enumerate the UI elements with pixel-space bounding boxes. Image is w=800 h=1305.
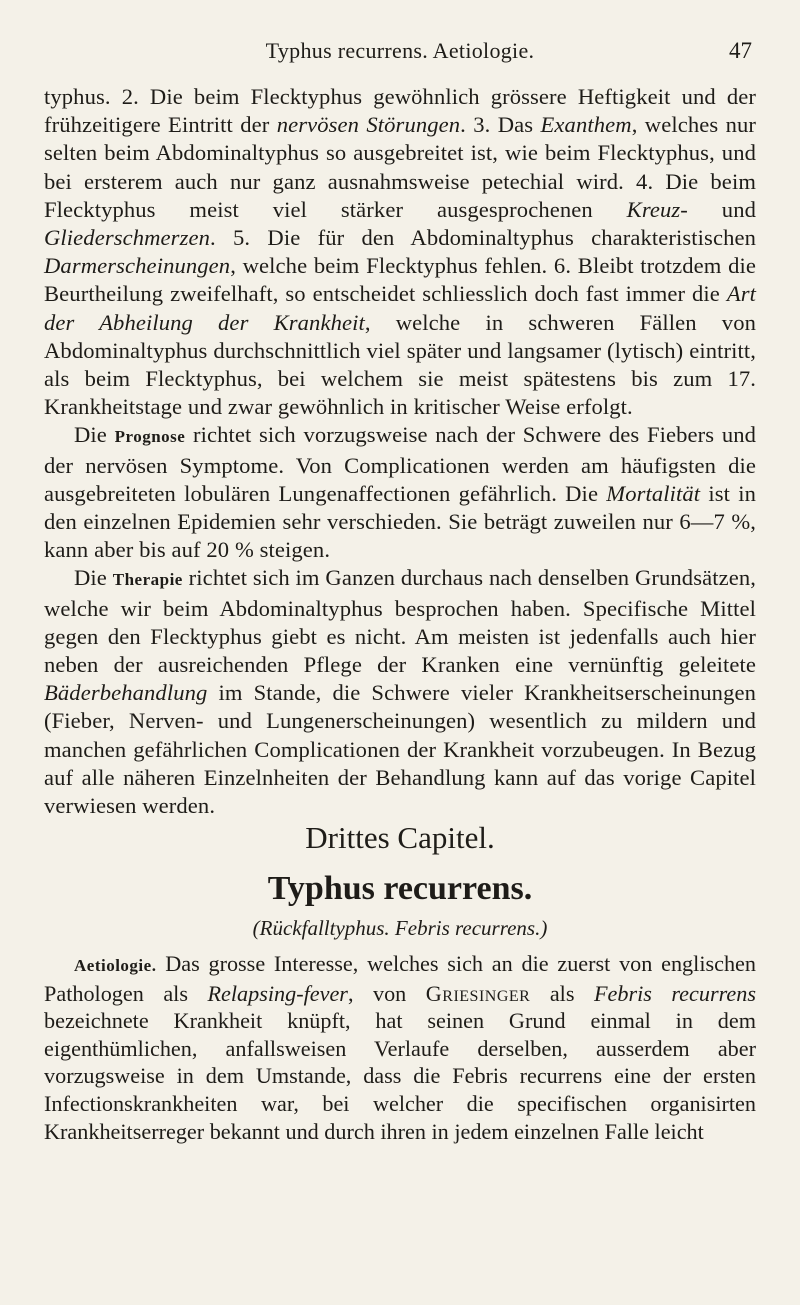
text-run: , welches nur selten beim Abdominaltyphus so ausgebreitet ist, wie beim Flecktyphus, und bei ersterem auch nur ganz ausnahmsweise petechial wird. 4. Die beim Flecktyphus meist viel stärker ausgesprochenen: [44, 112, 756, 222]
text-run: richtet sich im Ganzen durchaus nach denselben Grundsätzen, welche wir beim Abdominaltyphus besprochen haben. Specifische Mittel gegen den Flecktyphus giebt es nicht. Am meisten ist jedenfalls auch hier neben der ausreichenden Pflege der Kranken eine vernünftig geleitete: [44, 565, 756, 678]
chapter-number-heading: Drittes Capitel.: [305, 820, 495, 855]
emphasis-back-pain: Kreuz-: [626, 196, 688, 222]
text-run: und: [687, 196, 756, 222]
heading-prognosis: Prognose: [114, 427, 186, 447]
emphasis-mortality: Mortalität: [606, 480, 701, 506]
text-run: im Stande, die Schwere vieler Krankheitserscheinungen (Fieber, Nerven- und Lungenerscheinungen) wesentlich zu mildern und manchen gefährlichen Complicationen der Krankheit vorzubeugen. In Bezug auf alle näheren Einzelnheiten der Behandlung kann auf das vorige Capitel verwiesen werden.: [44, 680, 756, 819]
running-header: [0, 38, 800, 72]
text-run: , welche beim Flecktyphus fehlen. 6. Bleibt trotzdem die Beurtheilung zweifelhaft, so entscheidet schliesslich doch fast immer die: [44, 253, 756, 307]
text-run: . 5. Die für den Abdominaltyphus charakteristischen: [210, 225, 756, 251]
author-griesinger: Griesinger: [425, 980, 531, 1006]
emphasis-relapsing-fever: Relapsing-fever: [207, 980, 348, 1006]
text-run: Die: [74, 422, 115, 448]
text-run: ist in den einzelnen Epidemien sehr verschieden. Sie beträgt zuweilen nur 6—7 %, kann aber bis auf 20 % steigen.: [44, 480, 756, 563]
text-run: bezeichnete Krankheit knüpft, hat seinen Grund einmal in dem eigenthümlichen, anfallsweisen Verlaufe derselben, ausserdem aber vorzugsweise in dem Umstande, dass die Febris recurrens eine der ersten Infectionskrankheiten war, bei welcher die specifischen organisirten Krankheitserreger bekannt und durch ihren in jedem einzelnen Falle leicht: [44, 1008, 756, 1144]
emphasis-intestinal-symptoms: Darmerscheinungen: [44, 253, 231, 279]
paragraph-prognosis: [44, 421, 756, 564]
text-run: , welche in schweren Fällen von Abdominaltyphus durchschnittlich viel später und langsamer (lytisch) eintritt, als beim Flecktyphus, bei welchem sie meist spätestens bis zum 17. Krankheitstage und zwar gewöhnlich in kritischer Weise erfolgt.: [44, 309, 756, 420]
chapter-title: Typhus recurrens.: [267, 870, 533, 907]
chapter-synonyms: (Rückfalltyphus. Febris recurrens.): [252, 916, 548, 940]
paragraph-aetiology: [44, 950, 756, 1145]
text-run: Das grosse Interesse, welches sich an die zuerst von englischen Pathologen als: [44, 951, 756, 1006]
text-run: . 3. Das: [460, 112, 541, 138]
emphasis-nervous-disorders: nervösen Störungen: [276, 112, 461, 138]
text-run: als: [530, 980, 594, 1006]
emphasis-febris-recurrens: Febris recurrens: [593, 980, 756, 1006]
emphasis-exanthem: Exanthem: [540, 112, 632, 138]
paragraph-therapy: [44, 564, 756, 820]
text-run: , von: [347, 980, 426, 1006]
aetiology-text-block: [44, 950, 756, 1145]
text-run: richtet sich vorzugsweise nach der Schwere des Fiebers und der nervösen Symptome. Von Complicationen werden am häufigsten die ausgebreiteten lobulären Lungenaffectionen gefährlich. Die: [44, 422, 757, 506]
running-title: Typhus recurrens. Aetiologie.: [265, 38, 535, 63]
heading-aetiology: Aetiologie.: [74, 956, 157, 975]
paragraph-differential-diagnosis: [44, 83, 756, 421]
text-run: typhus. 2. Die beim Flecktyphus gewöhnlich grössere Heftigkeit und der frühzeitigere Eintritt der: [44, 84, 756, 138]
emphasis-healing-type: Art der Abheilung der Krankheit: [44, 281, 756, 335]
main-text-block: [44, 83, 756, 820]
emphasis-limb-pain: Gliederschmerzen: [44, 225, 210, 251]
text-run: Die: [74, 565, 113, 591]
emphasis-bath-treatment: Bäderbehandlung: [44, 680, 208, 706]
page-number: 47: [729, 38, 752, 63]
heading-therapy: Therapie: [112, 570, 183, 590]
